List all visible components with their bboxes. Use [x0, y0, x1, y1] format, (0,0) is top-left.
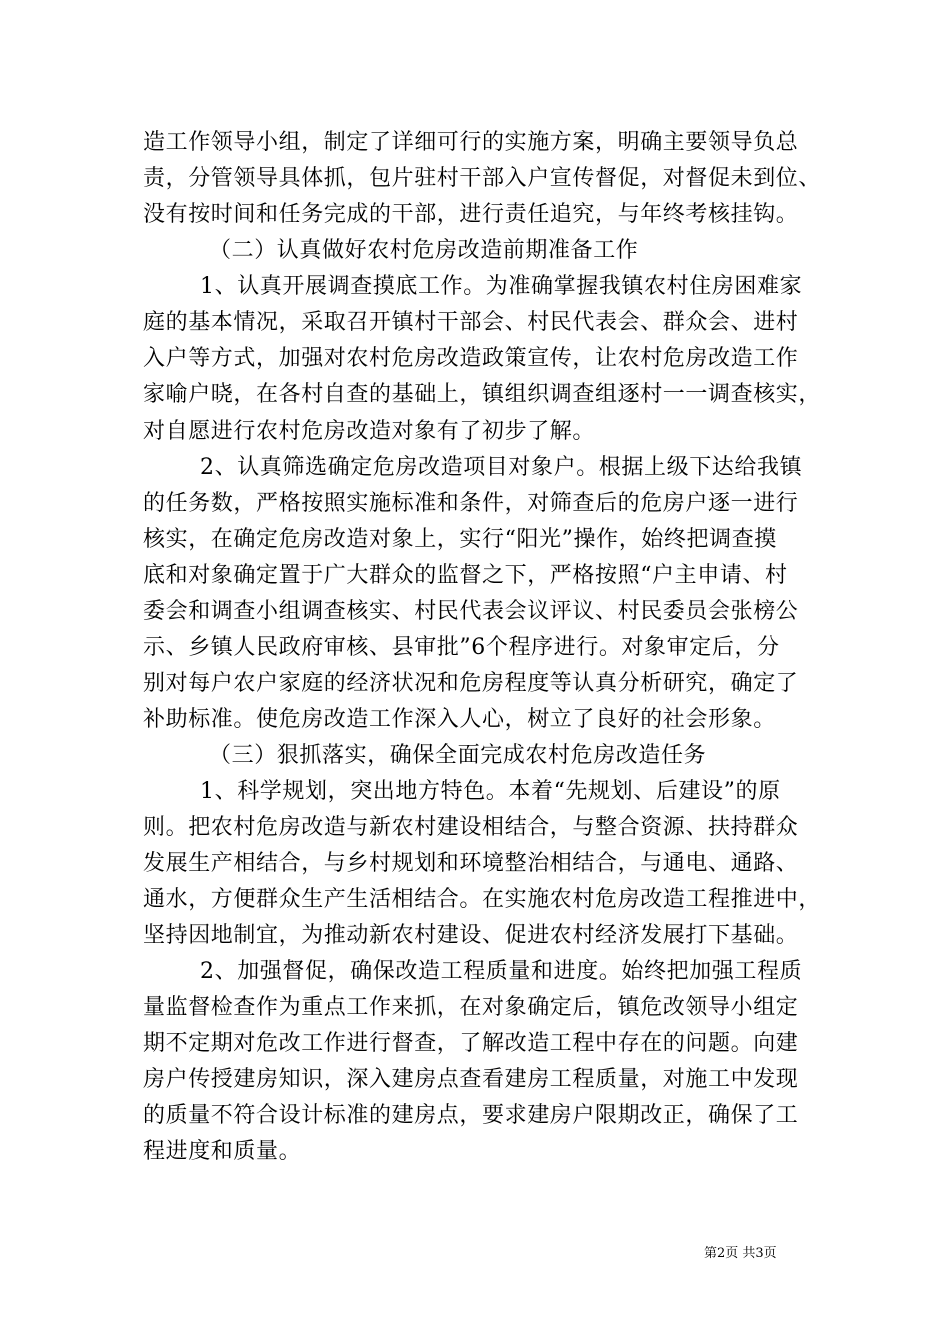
paragraph-first-line: 2、认真筛选确定危房改造项目对象户。根据上级下达给我镇: [200, 455, 803, 480]
text-line: 责，分管领导具体抓，包片驻村干部入户宣传督促，对督促未到位、: [143, 166, 822, 191]
text-line: 示、乡镇人民政府审核、县审批”6个程序进行。对象审定后，分: [143, 635, 780, 660]
text-line: 委会和调查小组调查核实、村民代表会议评议、村民委员会张榜公: [143, 599, 799, 624]
text-line: 没有按时间和任务完成的干部，进行责任追究，与年终考核挂钩。: [143, 202, 799, 227]
text-line: 造工作领导小组，制定了详细可行的实施方案，明确主要领导负总: [143, 130, 799, 155]
text-line: 别对每户农户家庭的经济状况和危房程度等认真分析研究，确定了: [143, 671, 799, 696]
text-line: 的质量不符合设计标准的建房点，要求建房户限期改正，确保了工: [143, 1103, 799, 1128]
text-line: 核实，在确定危房改造对象上，实行“阳光”操作，始终把调查摸: [143, 527, 777, 552]
text-line: 量监督检查作为重点工作来抓，在对象确定后，镇危改领导小组定: [143, 995, 799, 1020]
text-line: 期不定期对危改工作进行督查，了解改造工程中存在的问题。向建: [143, 1031, 799, 1056]
text-line: 程进度和质量。: [143, 1139, 302, 1164]
text-line: 发展生产相结合，与乡村规划和环境整治相结合，与通电、通路、: [143, 851, 799, 876]
text-line: 对自愿进行农村危房改造对象有了初步了解。: [143, 419, 596, 444]
text-line: 房户传授建房知识，深入建房点查看建房工程质量，对施工中发现: [143, 1067, 799, 1092]
text-line: 坚持因地制宜，为推动新农村建设、促进农村经济发展打下基础。: [143, 923, 799, 948]
text-line: 则。把农村危房改造与新农村建设相结合，与整合资源、扶持群众: [143, 815, 799, 840]
paragraph-first-line: 1、认真开展调查摸底工作。为准确掌握我镇农村住房困难家: [200, 274, 803, 299]
paragraph-first-line: 2、加强督促，确保改造工程质量和进度。始终把加强工程质: [200, 959, 803, 984]
section-heading: （二）认真做好农村危房改造前期准备工作: [209, 238, 639, 263]
text-line: 入户等方式，加强对农村危房改造政策宣传，让农村危房改造工作: [143, 346, 799, 371]
section-heading: （三）狠抓落实，确保全面完成农村危房改造任务: [209, 743, 707, 768]
text-line: 庭的基本情况，采取召开镇村干部会、村民代表会、群众会、进村: [143, 310, 799, 335]
page-number-footer: 第2页 共3页: [704, 1246, 777, 1261]
paragraph-first-line: 1、科学规划，突出地方特色。本着“先规划、后建设”的原: [200, 779, 781, 804]
text-line: 的任务数，严格按照实施标准和条件，对筛查后的危房户逐一进行: [143, 491, 799, 516]
text-line: 底和对象确定置于广大群众的监督之下，严格按照“户主申请、村: [143, 563, 788, 588]
text-line: 家喻户晓，在各村自查的基础上，镇组织调查组逐村一一调查核实，: [143, 382, 822, 407]
text-line: 补助标准。使危房改造工作深入人心，树立了良好的社会形象。: [143, 707, 776, 732]
text-line: 通水，方便群众生产生活相结合。在实施农村危房改造工程推进中，: [143, 887, 822, 912]
